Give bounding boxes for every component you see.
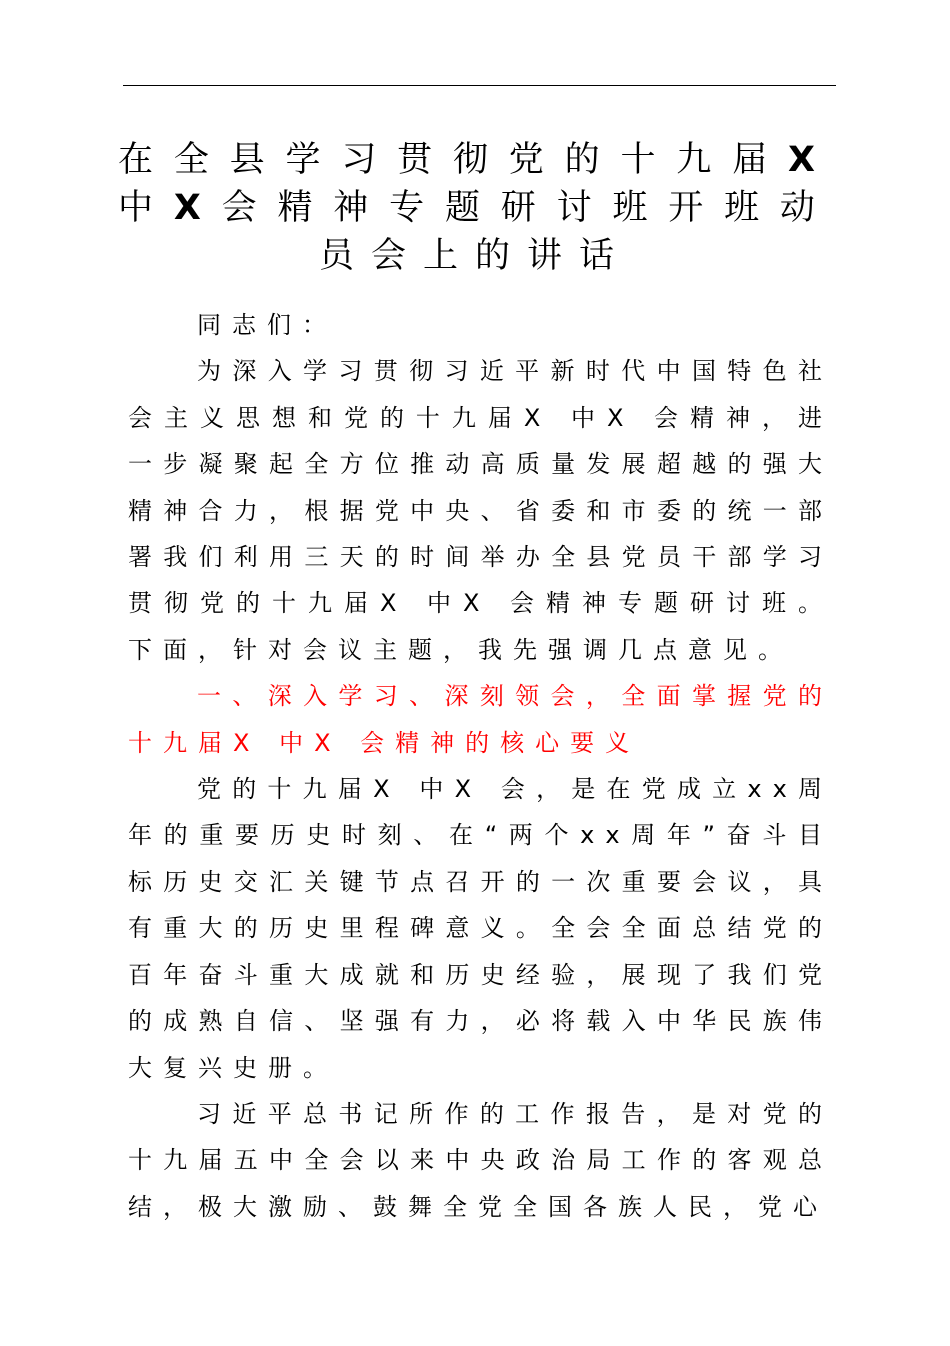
document-title: 在全县学习贯彻党的十九届X中X会精神专题研讨班开班动员会上的讲话 <box>118 140 832 276</box>
salutation: 同志们： <box>197 311 337 339</box>
section-heading: 一、深入学习、深刻领会，全面掌握党的十九届X 中X 会精神的核心要义 <box>128 682 833 757</box>
section-paragraph-1: 党的十九届X 中X 会，是在党成立xx周年的重要历史时刻、在“两个xx周年”奋斗目标历史交汇关键节点召开的一次重要会议，具有重大的历史里程碑意义。全会全面总结党的百年奋斗重大成就和历史经验，展现了我们党的成熟自信、坚强有力，必将载入中华民族伟大复兴史册。 <box>128 775 833 1082</box>
document-body <box>128 302 833 1230</box>
section-paragraph-2: 习近平总书记所作的工作报告，是对党的十九届五中全会以来中央政治局工作的客观总结，极大激励、鼓舞全党全国各族人民，党心 <box>128 1099 833 1221</box>
header-rule <box>123 85 836 86</box>
intro-paragraph: 为深入学习贯彻习近平新时代中国特色社会主义思想和党的十九届X 中X 会精神，进一步凝聚起全方位推动高质量发展超越的强大精神合力，根据党中央、省委和市委的统一部署我们利用三天的时间举办全县党员干部学习贯彻党的十九届X 中X 会精神专题研讨班。下面，针对会议主题，我先强调几点意见。 <box>128 357 833 664</box>
